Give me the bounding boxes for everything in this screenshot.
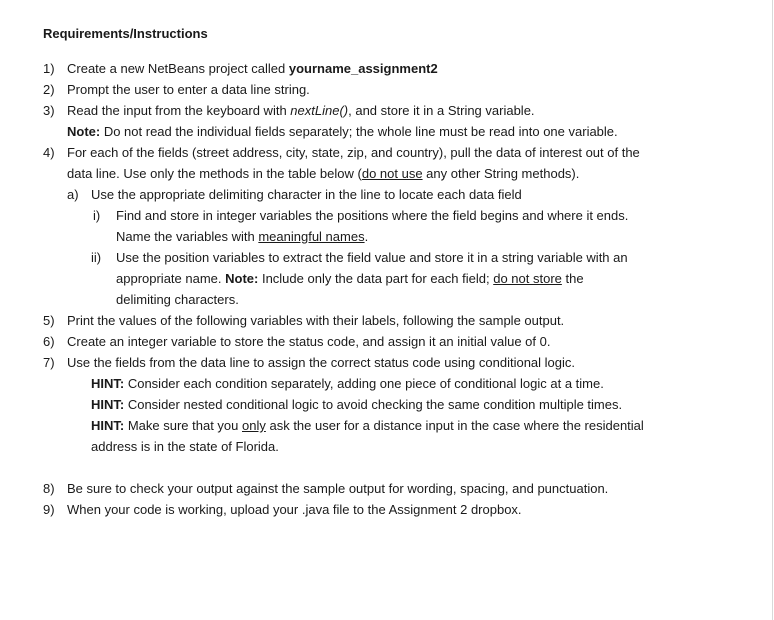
item-9: When your code is working, upload your .java file to the Assignment 2 dropbox. [67,502,522,517]
hint-label: HINT: [91,397,125,412]
item-8: Be sure to check your output against the sample output for wording, spacing, and punctuation. [67,481,609,496]
hint-1 [91,376,604,392]
item-1 [67,61,438,77]
item-i-line-2 [116,229,368,245]
page-heading: Requirements/Instructions [43,26,208,41]
item-6: Create an integer variable to store the status code, and assign it an initial value of 0. [67,334,551,349]
item-ii-text-b: Include only the data part for each field; [258,271,494,286]
hint-3 [91,418,644,434]
item-roman-i: i) [93,208,101,223]
item-2: Prompt the user to enter a data line string. [67,82,310,97]
do-not-store-underline: do not store [493,271,562,286]
item-ii-text-c: the [561,271,584,286]
item-4-text-a: data line. Use only the methods in the table below ( [67,166,362,181]
hint-1-text: Consider each condition separately, adding one piece of conditional logic at a time. [124,376,604,391]
hint-3-line-2: address is in the state of Florida. [91,439,279,454]
item-3-note-text: Do not read the individual fields separately; the whole line must be read into one variable. [100,124,618,139]
item-number-8: 8) [43,481,55,496]
item-5: Print the values of the following variables with their labels, following the sample output. [67,313,565,328]
hint-3-text-b: ask the user for a distance input in the case where the residential [265,418,644,433]
item-i-line-1: Find and store in integer variables the positions where the field begins and where it ends. [116,208,629,223]
item-roman-ii: ii) [91,250,102,265]
item-3-text-b: , and store it in a String variable. [348,103,535,118]
item-i-text-a: Name the variables with [116,229,259,244]
item-ii-line-3: delimiting characters. [116,292,239,307]
note-label: Note: [67,124,101,139]
item-4-line-1: For each of the fields (street address, city, state, zip, and country), pull the data of interest out of the [67,145,640,160]
item-letter-a: a) [67,187,79,202]
item-number-6: 6) [43,334,55,349]
item-3 [67,103,535,119]
item-7: Use the fields from the data line to assign the correct status code using conditional logic. [67,355,576,370]
item-number-7: 7) [43,355,55,370]
item-1-text: Create a new NetBeans project called [67,61,289,76]
hint-2-text: Consider nested conditional logic to avoid checking the same condition multiple times. [124,397,623,412]
hint-label: HINT: [91,418,125,433]
item-3-text-a: Read the input from the keyboard with [67,103,291,118]
item-4-line-2 [67,166,579,182]
item-number-9: 9) [43,502,55,517]
nextline-method: nextLine() [290,103,349,118]
item-ii-line-1: Use the position variables to extract the field value and store it in a string variable with an [116,250,628,265]
item-3-note [67,124,618,140]
item-number-5: 5) [43,313,55,328]
do-not-use-underline: do not use [361,166,423,181]
only-underline: only [242,418,266,433]
item-a: Use the appropriate delimiting character in the line to locate each data field [91,187,522,202]
item-ii-line-2 [116,271,584,287]
hint-label: HINT: [91,376,125,391]
item-number-4: 4) [43,145,55,160]
meaningful-names-underline: meaningful names [258,229,365,244]
hint-2 [91,397,622,413]
item-number-2: 2) [43,82,55,97]
item-number-1: 1) [43,61,55,76]
hint-3-text-a: Make sure that you [124,418,242,433]
project-name: yourname_assignment2 [288,61,438,76]
item-ii-text-a: appropriate name. [116,271,226,286]
item-4-text-b: any other String methods). [422,166,580,181]
note-label: Note: [225,271,259,286]
item-i-text-b: . [364,229,369,244]
item-number-3: 3) [43,103,55,118]
